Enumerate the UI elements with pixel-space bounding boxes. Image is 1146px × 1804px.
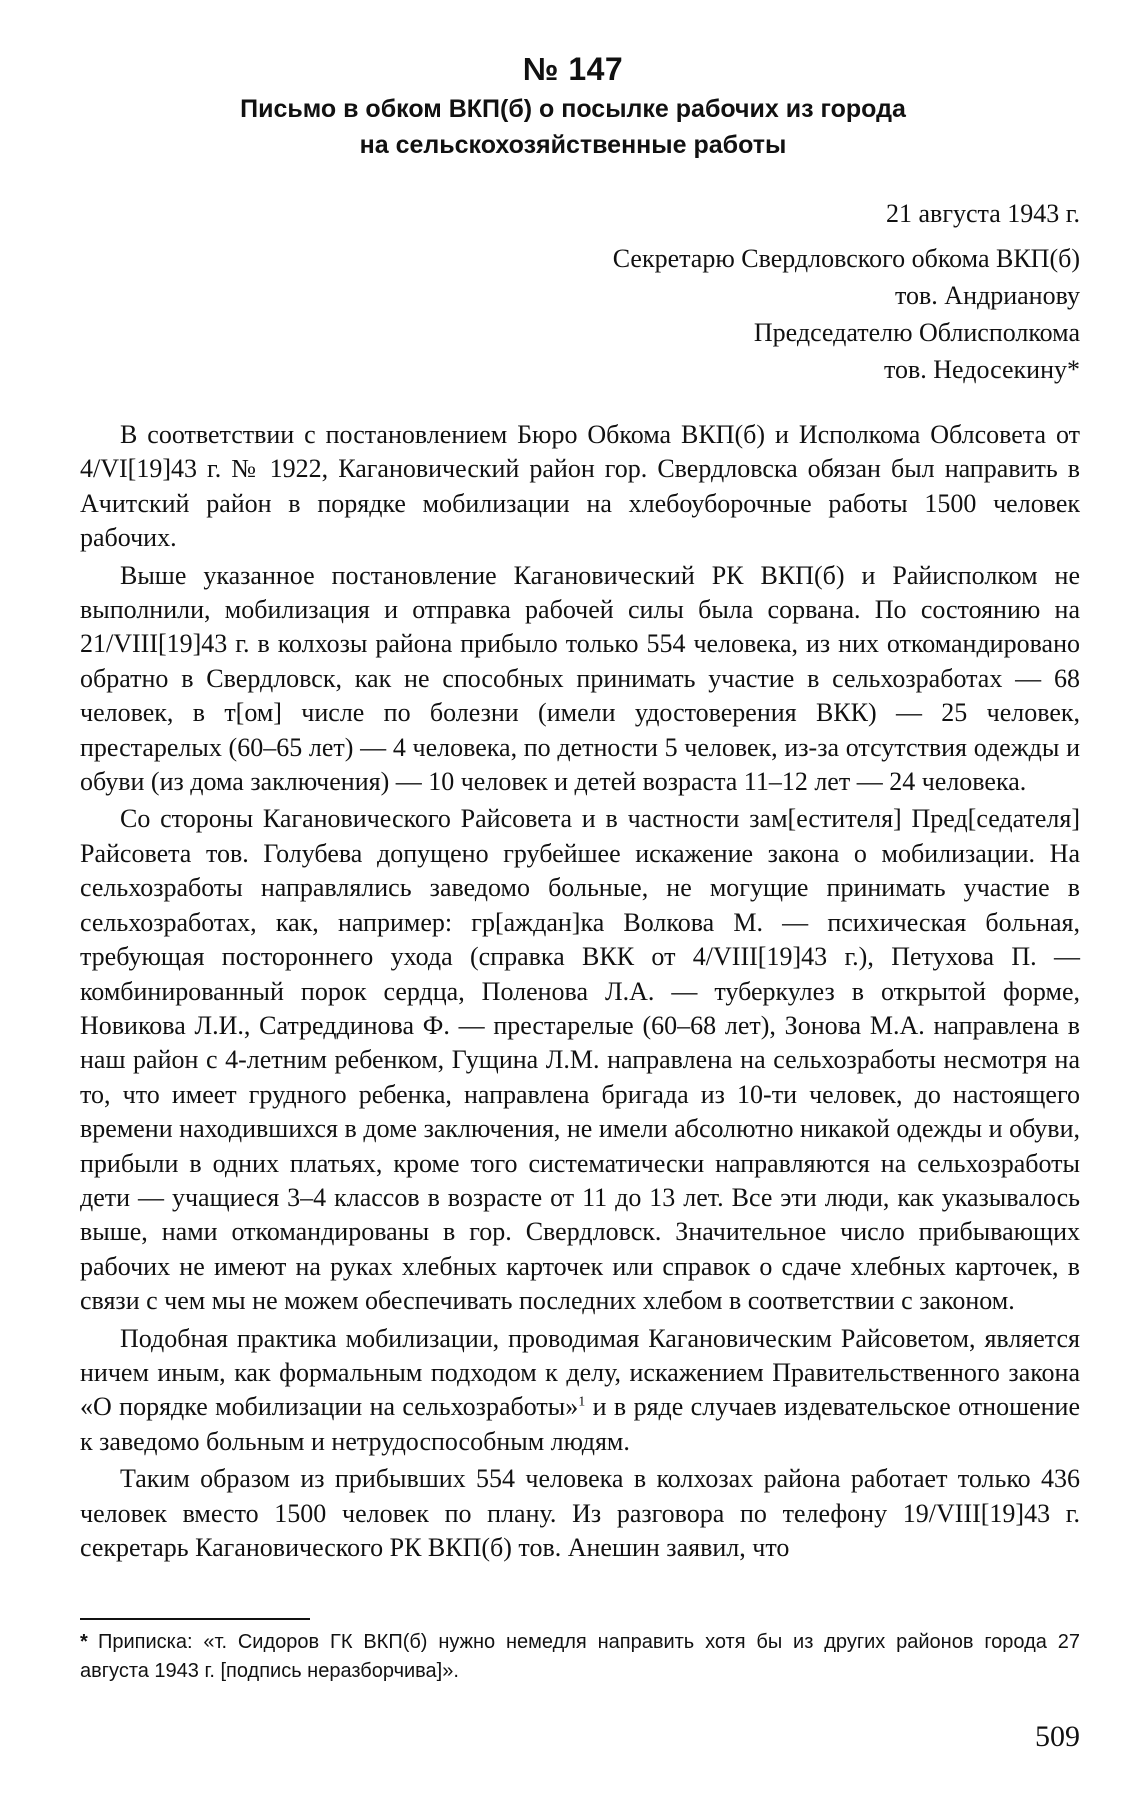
document-number: № 147 (522, 51, 624, 87)
body-paragraph: В соответствии с постановлением Бюро Обкома ВКП(б) и Исполкома Облсовета от 4/VI[19]43 г. № 1922, Кагановический район гор. Свердловска обязан был направить в Ачитский район в порядке мобилизации на хлебоуборочные работы 1500 человек рабочих. (80, 420, 1080, 553)
document-title-line-1: Письмо в обком ВКП(б) о посылке рабочих из города (240, 95, 906, 123)
letter-body (80, 418, 1080, 1568)
addressee-block (613, 240, 1080, 388)
body-paragraph: Выше указанное постановление Кагановический РК ВКП(б) и Райисполком не выполнили, мобилизация и отправка рабочей силы была сорвана. По состоянию на 21/VIII[19]43 г. в колхозы района прибыло только 554 человека, из них откомандировано обратно в Свердловск, как не способных принимать участие в сельхозработах — 68 человек, в т[ом] числе по болезни (имели удостоверения ВКК) — 25 человек, престарелых (60–65 лет) — 4 человека, по детности 5 человек, из-за отсутствия одежды и обуви (из дома заключения) — 10 человек и детей возраста 11–12 лет — 24 человека. (80, 560, 1080, 797)
addressee-line: тов. Недосекину* (883, 355, 1080, 384)
addressee-line: Председателю Облисполкома (753, 318, 1080, 347)
footnote-divider (80, 1618, 310, 1620)
paragraph-text: Подобная практика мобилизации, проводимая Кагановическим Райсоветом, является ничем иным, как формальным подходом к делу, искажением Правительственного закона «О порядке мобилизации на сельхозработы» (80, 1323, 1080, 1422)
addressee-line: Секретарю Свердловского обкома ВКП(б) (612, 244, 1080, 273)
body-paragraph: Со стороны Кагановического Райсовета и в частности зам[естителя] Пред[седателя] Райсовета тов. Голубева допущено грубейшее искажение закона о мобилизации. На сельхозработы направлялись заведомо больные, не могущие принимать участие в сельхозработах, как, например: гр[аждан]ка Волкова М. — психическая больная, требующая постороннего ухода (справка ВКК от 4/VIII[19]43 г.), Петухова П. — комбинированный порок сердца, Поленова Л.А. — туберкулез в открытой форме, Новикова Л.И., Сатреддинова Ф. — престарелые (60–68 лет), Зонова М.А. направлена в наш район с 4-летним ребенком, Гущина Л.М. направлена на сельхозработы несмотря на то, что имеет грудного ребенка, направлена бригада из 10-ти человек, до настоящего времени находившихся в доме заключения, не имели абсолютно никакой одежды и обуви, прибыли в одних платьях, кроме того систематически направляются на сельхозработы дети — учащиеся 3–4 классов в возрасте от 11 до 13 лет. Все эти люди, как указывалось выше, нами откомандированы в гор. Свердловск. Значительное число прибывающих рабочих не имеют на руках хлебных карточек или справок о сдаче хлебных карточек, в связи с чем мы не можем обеспечивать последних хлебом в соответствии с законом. (80, 804, 1080, 1316)
addressee-line: тов. Андрианову (895, 281, 1080, 310)
paragraph-text-continuation: и в ряде случаев издевательское отношение к заведомо больным и нетрудоспособным людям. (80, 1392, 1080, 1456)
footnote (80, 1628, 1080, 1686)
document-date: 21 августа 1943 г. (886, 199, 1080, 228)
document-header (0, 48, 1146, 162)
footnote-reference: 1 (578, 1394, 586, 1410)
body-paragraph: Таким образом из прибывших 554 человека в колхозах района работает только 436 человек вместо 1500 человек по плану. Из разговора по телефону 19/VIII[19]43 г. секретарь Кагановического РК ВКП(б) тов. Анешин заявил, что (80, 1464, 1080, 1562)
document-title-line-2: на сельскохозяйственные работы (359, 131, 787, 159)
footnote-text: Приписка: «т. Сидоров ГК ВКП(б) нужно немедля направить хотя бы из других районов города 27 августа 1943 г. [подпись неразборчива]». (80, 1631, 1080, 1682)
footnote-mark: * (80, 1631, 88, 1653)
body-paragraph (80, 1322, 1080, 1460)
page-number: 509 (1035, 1720, 1080, 1753)
